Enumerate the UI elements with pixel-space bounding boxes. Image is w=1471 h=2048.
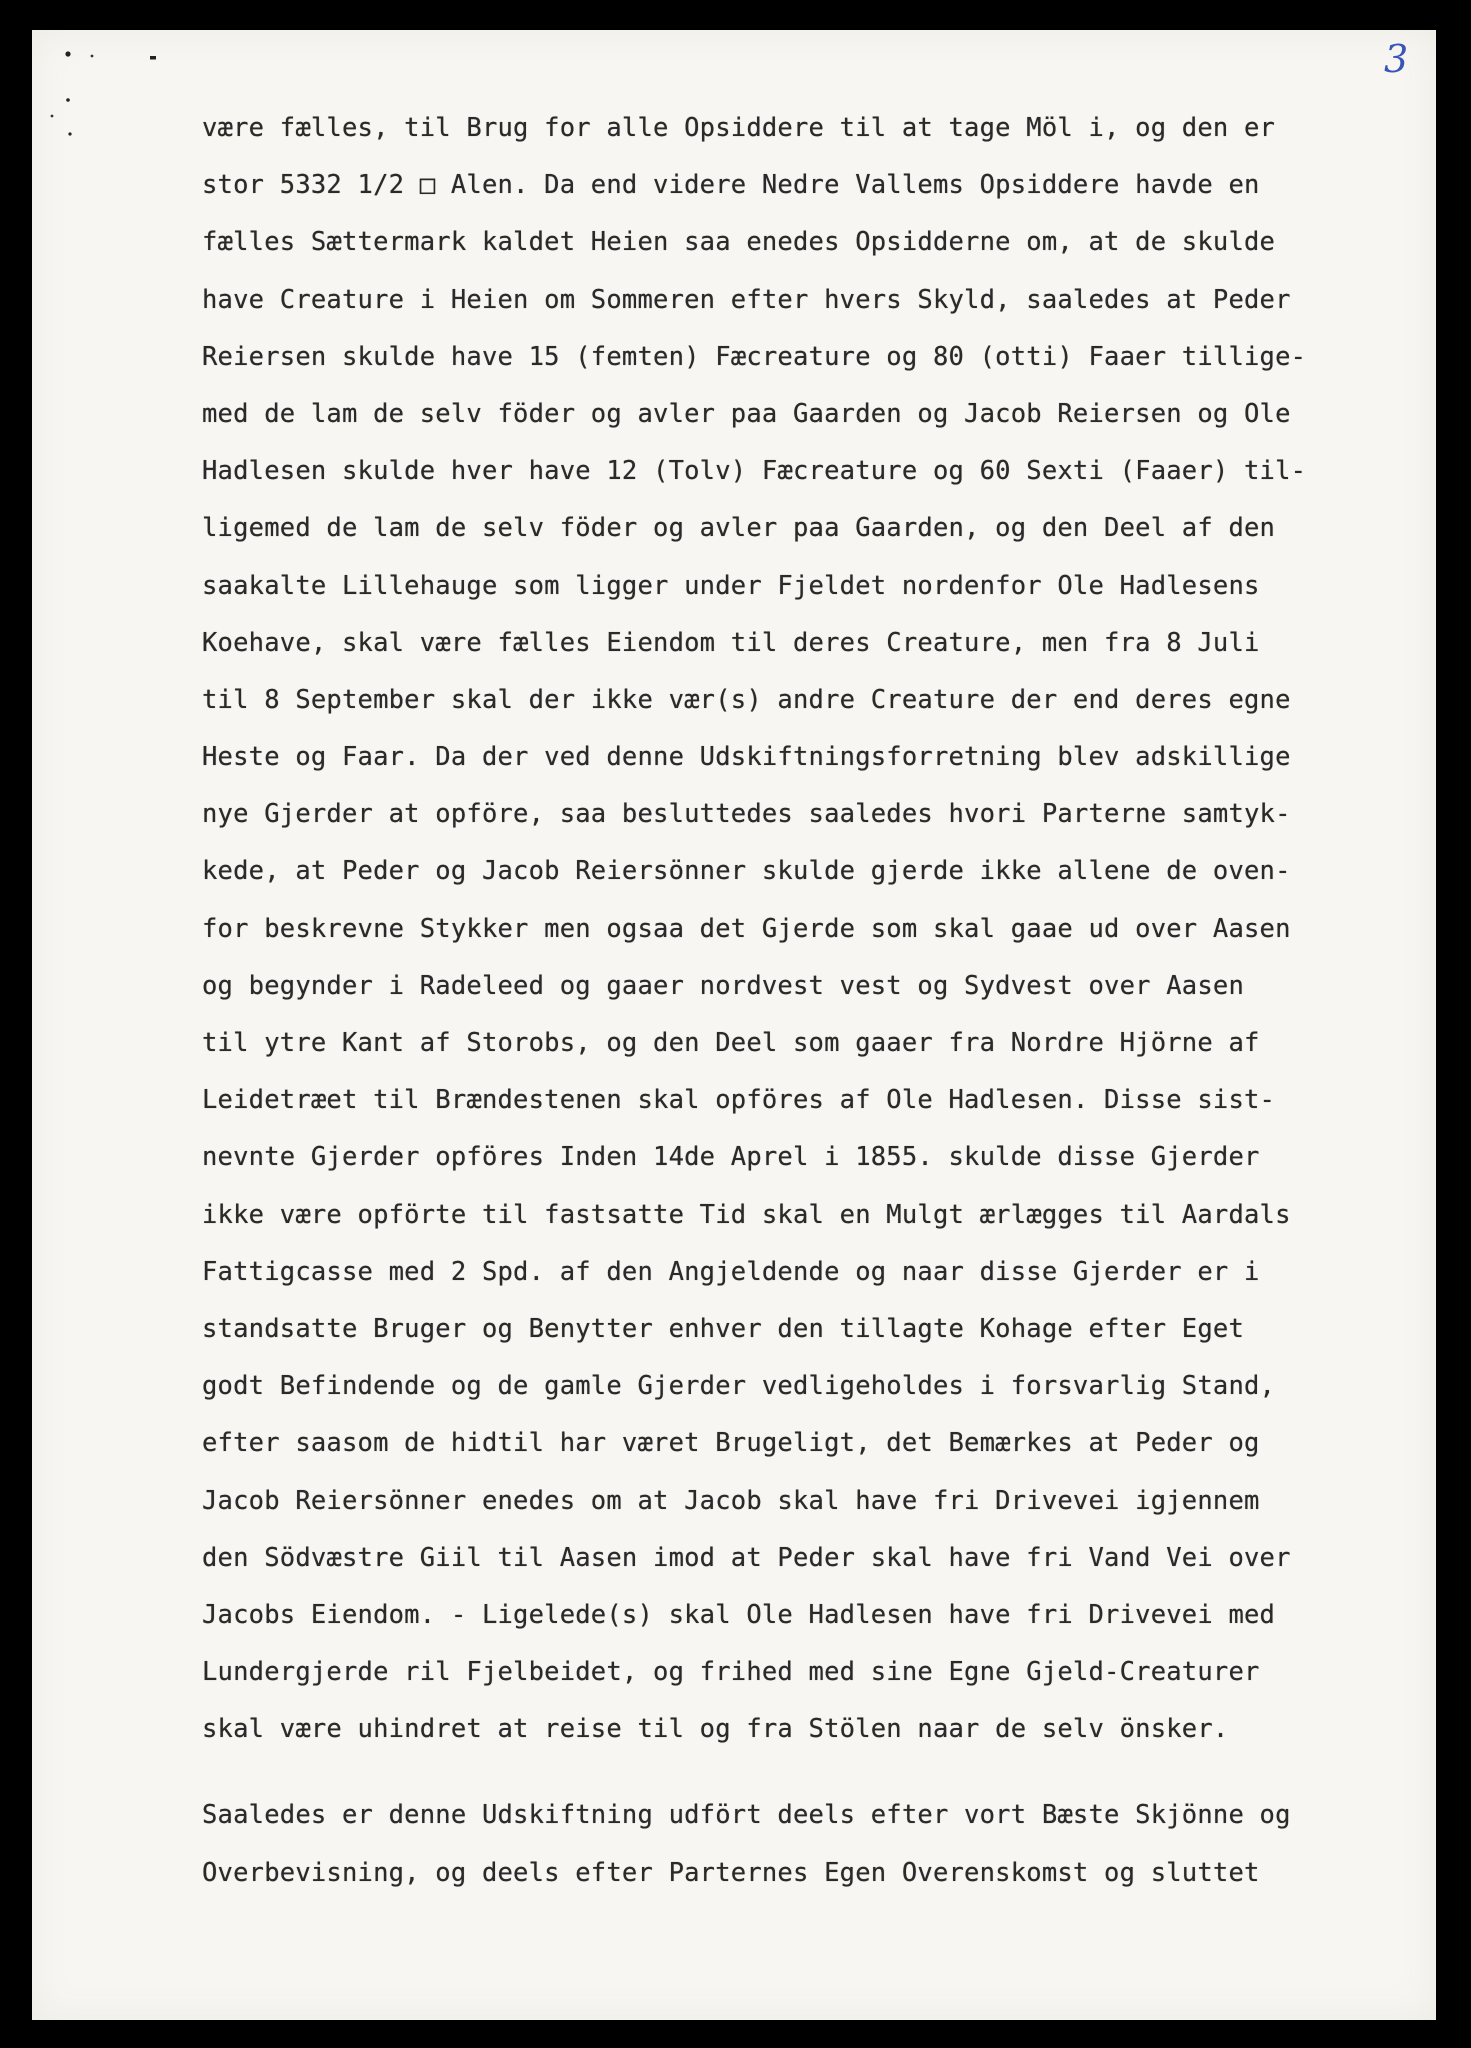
text-line: Reiersen skulde have 15 (femten) Fæcreature og 80 (otti) Faaer tillige- [202,341,1307,372]
text-line: efter saasom de hidtil har været Brugeligt, det Bemærkes at Peder og [202,1428,1260,1459]
text-line: nevnte Gjerder opföres Inden 14de Aprel i 1855. skulde disse Gjerder [202,1142,1260,1173]
paragraph-gap [202,1758,1432,1787]
text-line: ikke være opförte til fastsatte Tid skal en Mulgt ærlægges til Aardals [202,1199,1291,1230]
text-line: saakalte Lillehauge som ligger under Fjeldet nordenfor Ole Hadlesens [202,570,1260,601]
text-line: Leidetræet til Brændestenen skal opföres af Ole Hadlesen. Disse sist- [202,1085,1276,1116]
typed-text-body [202,100,1432,1902]
text-line: til 8 September skal der ikke vær(s) andre Creature der end deres egne [202,684,1291,715]
text-line: til ytre Kant af Storobs, og den Deel som gaaer fra Nordre Hjörne af [202,1028,1260,1058]
text-line: nye Gjerder at opföre, saa besluttedes saaledes hvori Parterne samtyk- [202,799,1291,830]
text-line: for beskrevne Stykker men ogsaa det Gjerde som skal gaae ud over Aasen [202,913,1291,944]
text-line: skal være uhindret at reise til og fra Stölen naar de selv önsker. [202,1714,1229,1745]
text-line: kede, at Peder og Jacob Reiersönner skulde gjerde ikke allene de oven- [202,856,1291,887]
text-line: godt Befindende og de gamle Gjerder vedligeholdes i forsvarlig Stand, [202,1371,1276,1402]
text-line: og begynder i Radeleed og gaaer nordvest vest og Sydvest over Aasen [202,970,1245,1001]
text-line: have Creature i Heien om Sommeren efter hvers Skyld, saaledes at Peder [202,284,1291,315]
document-page [32,30,1436,2020]
page-number: 3 [1384,37,1409,81]
text-line: Overbevisning, og deels efter Parternes Egen Overenskomst og sluttet [202,1857,1260,1888]
text-line: Lundergjerde ril Fjelbeidet, og frihed med sine Egne Gjeld-Creaturer [202,1657,1260,1688]
text-line: ligemed de lam de selv föder og avler paa Gaarden, og den Deel af den [202,513,1276,544]
text-line: Heste og Faar. Da der ved denne Udskiftningsforretning blev adskillige [202,742,1291,773]
text-line: den Södvæstre Giil til Aasen imod at Peder skal have fri Vand Vei over [202,1542,1291,1573]
text-line: Fattigcasse med 2 Spd. af den Angjeldende og naar disse Gjerder er i [202,1256,1260,1287]
text-line: Saaledes er denne Udskiftning udfört deels efter vort Bæste Skjönne og [202,1800,1291,1831]
text-line: være fælles, til Brug for alle Opsiddere til at tage Möl i, og den er [202,113,1276,143]
text-line: Koehave, skal være fælles Eiendom til deres Creature, men fra 8 Juli [202,627,1260,658]
text-line: Hadlesen skulde hver have 12 (Tolv) Fæcreature og 60 Sexti (Faaer) til- [202,456,1307,487]
text-line: standsatte Bruger og Benytter enhver den tillagte Kohage efter Eget [202,1313,1245,1344]
text-line: Jacobs Eiendom. - Ligelede(s) skal Ole Hadlesen have fri Drivevei med [202,1599,1276,1630]
text-line: med de lam de selv föder og avler paa Gaarden og Jacob Reiersen og Ole [202,398,1291,429]
text-line: stor 5332 1/2 □ Alen. Da end videre Nedre Vallems Opsiddere havde en [202,170,1260,201]
text-line: fælles Sættermark kaldet Heien saa enedes Opsidderne om, at de skulde [202,227,1276,258]
text-line: Jacob Reiersönner enedes om at Jacob skal have fri Drivevei igjennem [202,1485,1260,1516]
